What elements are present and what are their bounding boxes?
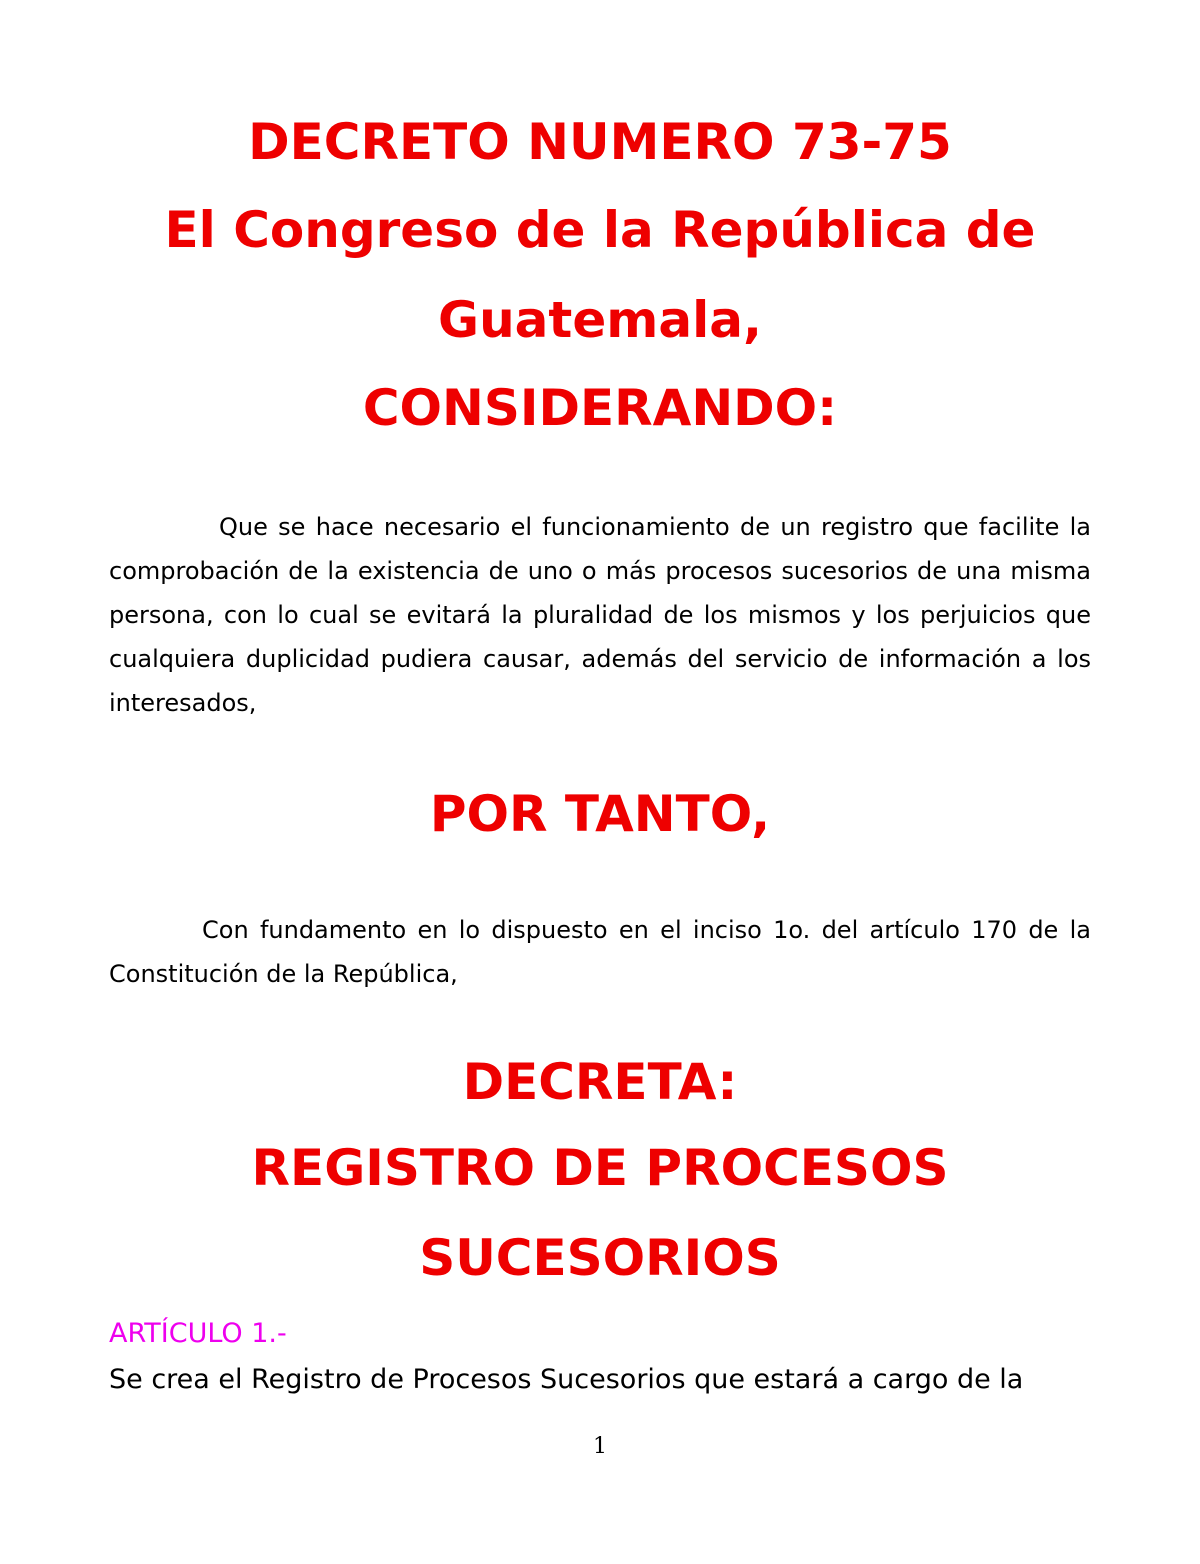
page-number: 1 bbox=[593, 1434, 607, 1459]
decreta-heading: DECRETA: bbox=[462, 1053, 738, 1111]
considerando-paragraph: Que se hace necesario el funcionamiento de un registro que facilite la comprobación de la existencia de uno o más procesos sucesorios de una misma persona, con lo cual se evitará la pluralidad de los mismos y los perjuicios que cualquiera duplicidad pudiera causar, además del servicio de información a los interesados, bbox=[109, 513, 1091, 717]
considerando-heading: CONSIDERANDO: bbox=[362, 379, 838, 437]
congress-heading-line-2: Guatemala, bbox=[438, 291, 762, 349]
article-1-text: Se crea el Registro de Procesos Sucesorios que estará a cargo de la bbox=[109, 1364, 1024, 1395]
decree-number-heading: DECRETO NUMERO 73-75 bbox=[248, 113, 952, 171]
congress-heading-line-1: El Congreso de la República de bbox=[164, 201, 1036, 259]
registro-heading-line-1: REGISTRO DE PROCESOS bbox=[251, 1139, 949, 1197]
por-tanto-heading: POR TANTO, bbox=[429, 785, 771, 843]
article-1-title: ARTÍCULO 1.- bbox=[109, 1318, 287, 1349]
registro-heading-line-2: SUCESORIOS bbox=[419, 1229, 781, 1287]
fundamento-paragraph: Con fundamento en lo dispuesto en el inciso 1o. del artículo 170 de la Constitución de la República, bbox=[109, 916, 1091, 988]
